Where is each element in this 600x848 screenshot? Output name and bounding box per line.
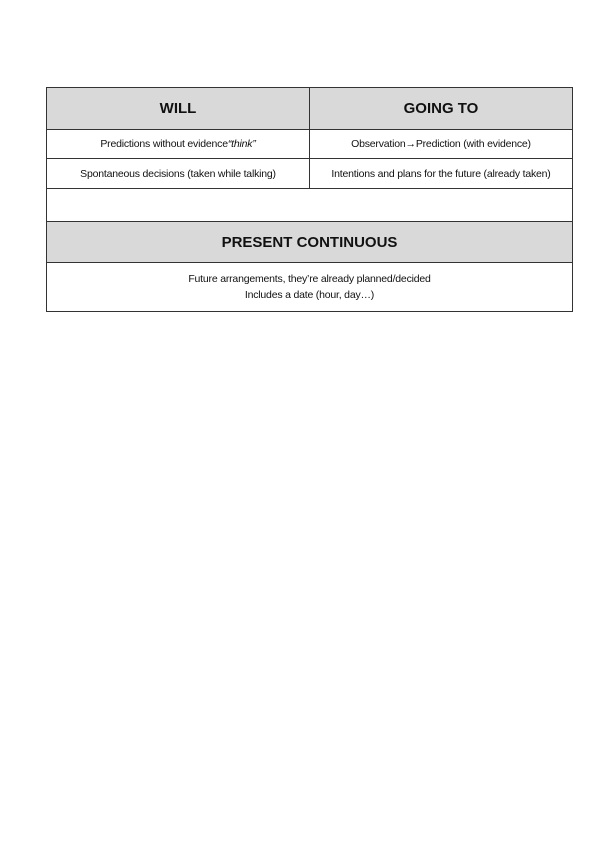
will-predictions-emphasis: “think” [227, 138, 256, 150]
table-row [47, 130, 572, 159]
empty-cell [47, 189, 572, 221]
present-continuous-line-2: Includes a date (hour, day…) [244, 289, 375, 301]
header-row [47, 88, 572, 130]
grammar-table [46, 87, 573, 312]
present-continuous-row [47, 263, 572, 311]
spacer-row [47, 189, 572, 222]
present-continuous-header-row [47, 222, 572, 263]
going-to-intentions-cell: Intentions and plans for the future (already taken) [309, 159, 572, 188]
will-predictions-cell [47, 130, 309, 158]
present-continuous-line-1: Future arrangements, they’re already planned/decided [188, 273, 431, 285]
present-continuous-heading: PRESENT CONTINUOUS [221, 233, 398, 251]
will-heading: WILL [159, 100, 197, 117]
going-to-observation-cell: Observation→Prediction (with evidence) [309, 130, 572, 158]
going-to-heading: GOING TO [309, 88, 572, 129]
table-row [47, 159, 572, 189]
present-continuous-cell [47, 263, 572, 311]
will-predictions-text: Predictions without evidence [100, 138, 228, 150]
will-spontaneous-cell: Spontaneous decisions (taken while talking) [80, 167, 276, 180]
